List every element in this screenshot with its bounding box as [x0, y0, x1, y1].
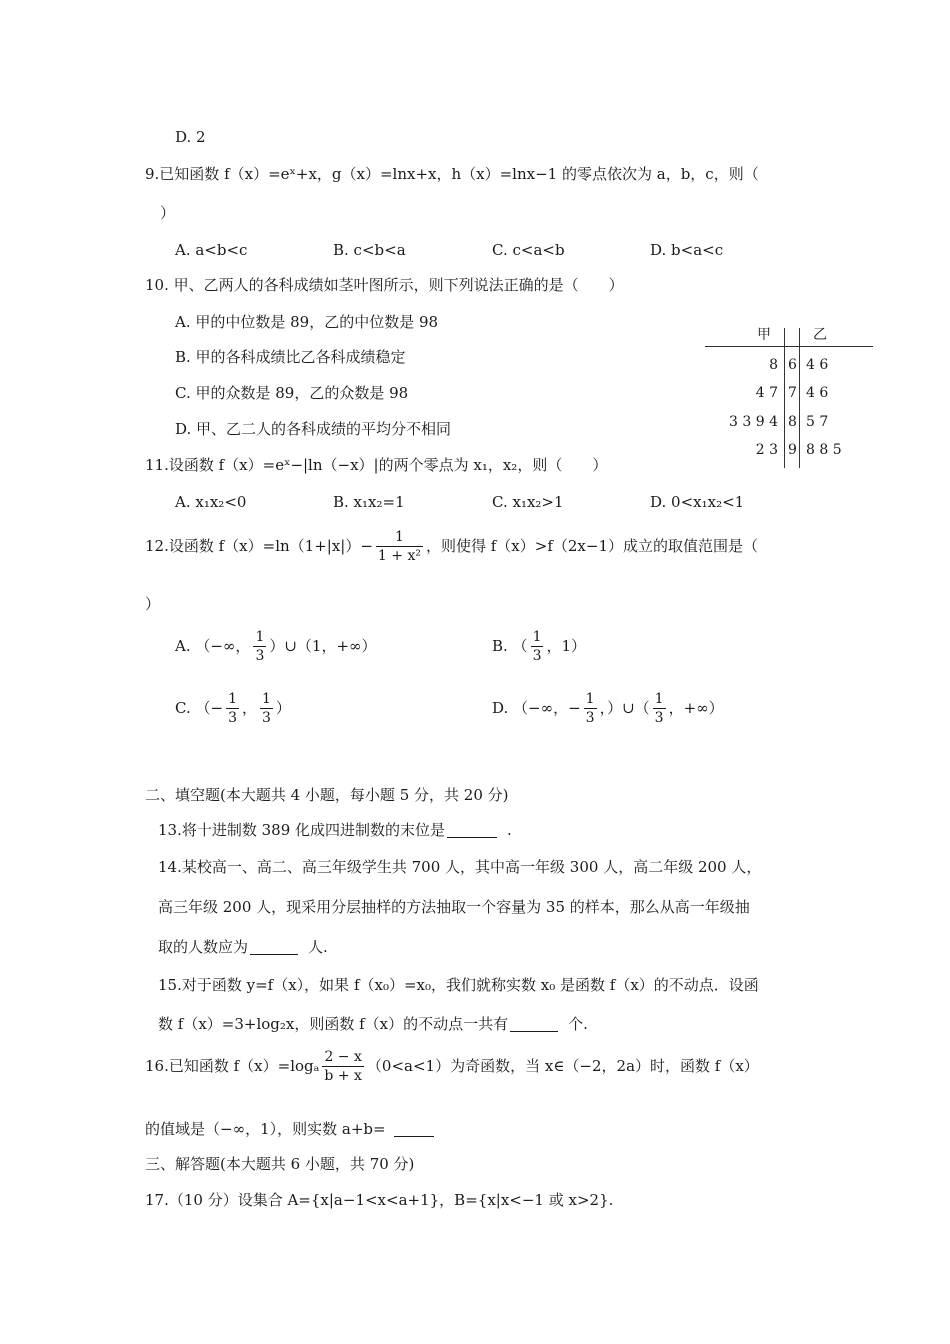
q14-line-1: 14.某校高一、高二、高三年级学生共 700 人，其中高一年级 300 人，高二年级 200 人， [158, 858, 762, 876]
q12-option-c-mid: ， [241, 699, 257, 717]
q12-option-d-label: D. （−∞，− [492, 699, 581, 717]
q12-option-d-fraction-1 [584, 692, 597, 725]
q13-stem: 13.将十进制数 389 化成四进制数的末位是 [158, 821, 446, 839]
q13-tail: . [507, 821, 512, 839]
stemleaf-row-left: 8 [769, 357, 778, 373]
section-2-title: 二、填空题(本大题共 4 小题，每小题 5 分，共 20 分) [145, 786, 509, 804]
frac-num: 1 [585, 691, 595, 707]
q12-stem-pre: 12.设函数 f（x）=ln（1+|x|）− [145, 537, 373, 555]
section-3-title: 三、解答题(本大题共 6 小题，共 70 分) [145, 1155, 415, 1173]
q12-option-b-label: B. （ [492, 637, 528, 655]
stemleaf-divider-left [784, 328, 785, 468]
frac-den: 3 [262, 710, 271, 726]
q12-option-b-post: ，1） [546, 637, 587, 655]
q10-option-c: C. 甲的众数是 89，乙的众数是 98 [175, 384, 409, 402]
frac-den: 3 [255, 648, 265, 664]
q12-frac-den: 1 + x² [377, 548, 421, 564]
q12-fraction [376, 530, 423, 563]
q16-fraction [322, 1050, 364, 1083]
q16-stem-pre: 16.已知函数 f（x）=logₐ [145, 1057, 320, 1075]
frac-num: 1 [262, 691, 271, 707]
stemleaf-row-right: 4 6 [806, 357, 829, 373]
q12-stem-close: ） [145, 595, 161, 613]
q15-line-1: 15.对于函数 y=f（x），如果 f（x₀）=x₀，我们就称实数 x₀ 是函数 f（x）的不动点．设函 [158, 976, 759, 994]
stemleaf-row-stem: 7 [788, 385, 797, 401]
q14-line-3-pre: 取的人数应为 [158, 938, 249, 956]
q12-option-c-post: ） [275, 699, 291, 717]
q11-option-a: A. x₁x₂<0 [175, 493, 247, 511]
stemleaf-row-right: 5 7 [806, 414, 829, 430]
q12-option-a-post: ）∪（1，+∞） [269, 637, 377, 655]
q9-option-b: B. c<b<a [333, 241, 406, 259]
q12-option-c-label: C. （− [175, 699, 224, 717]
frac-num: 1 [532, 629, 542, 645]
q15-line-2-pre: 数 f（x）=3+log₂x，则函数 f（x）的不动点一共有 [158, 1015, 509, 1033]
stemleaf-row-stem: 9 [788, 442, 797, 458]
q16-line-2 [145, 1122, 436, 1137]
q16-frac-num: 2 − x [324, 1049, 362, 1065]
q12-option-b [492, 630, 586, 663]
q11-option-b: B. x₁x₂=1 [333, 493, 405, 511]
q12-option-b-fraction [531, 630, 544, 663]
q13-answer-blank[interactable] [447, 837, 497, 838]
q10-option-d: D. 甲、乙二人的各科成绩的平均分不相同 [175, 420, 452, 438]
q14-line-3-post: 人. [308, 938, 328, 956]
q10-option-b: B. 甲的各科成绩比乙各科成绩稳定 [175, 348, 406, 366]
q16-frac-den: b + x [324, 1068, 362, 1084]
stemleaf-header-divider [705, 346, 873, 347]
q12-option-d-fraction-2 [653, 692, 666, 725]
frac-den: 3 [228, 710, 237, 726]
q16-line-1 [145, 1050, 759, 1083]
stemleaf-divider-right [799, 328, 800, 468]
q12-frac-num: 1 [394, 529, 404, 545]
stemleaf-header-right: 乙 [813, 327, 827, 343]
q12-option-c-fraction-2 [260, 692, 273, 725]
q10-option-a: A. 甲的中位数是 89，乙的中位数是 98 [175, 313, 439, 331]
frac-num: 1 [654, 691, 664, 707]
q12-option-a-fraction [253, 630, 266, 663]
q11-option-d: D. 0<x₁x₂<1 [650, 493, 745, 511]
q16-line-2-text: 的值域是（−∞，1），则实数 a+b= [145, 1120, 386, 1138]
q12-option-a [175, 630, 377, 663]
stemleaf-row-left: 3 3 9 4 [729, 414, 778, 430]
stem-leaf-plot [705, 322, 873, 470]
frac-den: 3 [532, 648, 542, 664]
stemleaf-row-right: 4 6 [806, 385, 829, 401]
q12-option-c-fraction-1 [226, 692, 239, 725]
stemleaf-row-left: 4 7 [755, 385, 778, 401]
q16-answer-blank[interactable] [394, 1136, 434, 1137]
q12-stem-post: ，则使得 f（x）>f（2x−1）成立的取值范围是（ [425, 537, 758, 555]
q15-line-2-post: 个. [568, 1015, 588, 1033]
q12-option-d-mid: ，）∪（ [599, 699, 650, 717]
q14-answer-blank[interactable] [250, 954, 298, 955]
frac-den: 3 [585, 710, 595, 726]
q8-option-d: D. 2 [175, 128, 206, 146]
stemleaf-row-stem: 6 [788, 357, 797, 373]
q9-stem: 9.已知函数 f（x）=eˣ+x，g（x）=lnx+x，h（x）=lnx−1 的零点依次为 a，b，c，则（ [145, 165, 759, 183]
q15-line-2 [158, 1017, 588, 1032]
stemleaf-row-right: 8 8 5 [806, 442, 842, 458]
frac-num: 1 [228, 691, 237, 707]
stemleaf-row-left: 2 3 [755, 442, 778, 458]
q11-option-c: C. x₁x₂>1 [492, 493, 564, 511]
q9-stem-close: ） [160, 204, 176, 222]
stemleaf-row-stem: 8 [788, 414, 797, 430]
stemleaf-header-left: 甲 [757, 327, 771, 343]
q10-stem: 10. 甲、乙两人的各科成绩如茎叶图所示，则下列说法正确的是（ ） [145, 276, 624, 294]
q12-stem [145, 530, 758, 563]
frac-num: 1 [255, 629, 265, 645]
q12-option-a-label: A. （−∞， [175, 637, 251, 655]
q9-option-a: A. a<b<c [175, 241, 248, 259]
q17-text: 17.（10 分）设集合 A={x|a−1<x<a+1}，B={x|x<−1 或 x>2}. [145, 1191, 614, 1209]
q11-stem: 11.设函数 f（x）=eˣ−|ln（−x）|的两个零点为 x₁，x₂，则（ ） [145, 456, 608, 474]
q14-line-2: 高三年级 200 人，现采用分层抽样的方法抽取一个容量为 35 的样本，那么从高一年级抽 [158, 898, 750, 916]
q9-option-c: C. c<a<b [492, 241, 565, 259]
q12-option-c [175, 692, 291, 725]
q14-line-3 [158, 940, 328, 955]
q9-option-d: D. b<a<c [650, 241, 724, 259]
frac-den: 3 [654, 710, 664, 726]
q12-option-d-post: ，+∞） [668, 699, 724, 717]
q12-option-d [492, 692, 724, 725]
q16-stem-post: （0<a<1）为奇函数，当 x∈（−2，2a）时，函数 f（x） [366, 1057, 759, 1075]
q13-text [158, 823, 512, 838]
q15-answer-blank[interactable] [510, 1031, 558, 1032]
